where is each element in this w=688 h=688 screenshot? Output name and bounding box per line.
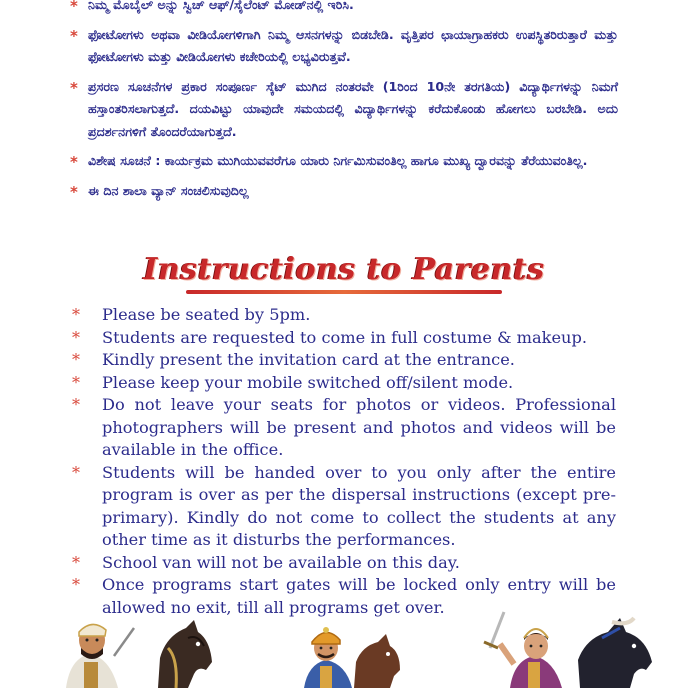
list-item: * Please be seated by 5pm.	[72, 304, 616, 327]
warrior-on-horse-illustration	[48, 618, 218, 688]
list-item: * Please keep your mobile switched off/silent mode.	[72, 372, 616, 395]
bullet-star-icon: *	[72, 372, 80, 392]
list-item: * ವಿಶೇಷ ಸೂಚನೆ : ಕಾರ್ಯಕ್ರಮ ಮುಗಿಯುವವರೆಗೂ ಯಾರು ನಿರ್ಗಮಿಸುವಂತಿಲ್ಲ ಹಾಗೂ ಮುಖ್ಯ ದ್ವಾರವನ್ನು ತೆರೆಯುವಂತಿಲ್ಲ.	[70, 150, 618, 173]
bullet-star-icon: *	[72, 350, 80, 369]
bullet-star-icon: *	[70, 26, 78, 45]
bullet-star-icon: *	[72, 327, 80, 347]
english-instructions-list	[72, 304, 616, 619]
list-item: * ನಿಮ್ಮ ಮೊಬೈಲ್ ಅನ್ನು ಸ್ವಿಚ್ ಆಫ್/ಸೈಲೆಂಟ್ ಮೋಡ್‌ನಲ್ಲಿ ಇರಿಸಿ.	[70, 0, 618, 17]
bullet-star-icon: *	[70, 78, 78, 97]
list-item: * Students are requested to come in full costume & makeup.	[72, 327, 616, 350]
list-item: * ಫೋಟೋಗಳು ಅಥವಾ ವೀಡಿಯೋಗಳಿಗಾಗಿ ನಿಮ್ಮ ಆಸನಗಳನ್ನು ಬಿಡಬೇಡಿ. ವೃತ್ತಿಪರ ಛಾಯಾಗ್ರಾಹಕರು ಉಪಸ್ಥಿತರಿರುತ್ತಾರೆ ಮತ್ತು ಫೋಟೋಗಳು ಮತ್ತು ವೀಡಿಯೋಗಳು ಕಚೇರಿಯಲ್ಲಿ ಲಭ್ಯವಿರುತ್ತವೆ.	[70, 26, 618, 64]
bullet-star-icon: *	[72, 552, 80, 572]
bullet-star-icon: *	[72, 462, 80, 482]
kannada-instructions-list	[70, 0, 618, 209]
bullet-star-icon: *	[70, 153, 78, 171]
list-item: * Do not leave your seats for photos or videos. Professional photographers will be present and photos and videos will be available in the office.	[72, 395, 616, 459]
bullet-star-icon: *	[70, 182, 78, 201]
list-item: * Kindly present the invitation card at the entrance.	[72, 349, 616, 372]
section-heading: Instructions to Parents	[143, 252, 545, 287]
warrior-with-horse-illustration	[296, 618, 406, 688]
queen-warrior-on-horse-illustration	[470, 608, 660, 688]
bullet-star-icon: *	[70, 0, 78, 15]
bullet-star-icon: *	[72, 305, 80, 324]
list-item: * Students will be handed over to you only after the entire program is over as per the dispersal instructions (except pre-primary). Kindly do not come to collect the students at any other time as it disturbs the performances.	[72, 462, 616, 549]
list-item: * Once programs start gates will be locked only entry will be allowed no exit, till all programs get over.	[72, 575, 616, 617]
list-item: * ಈ ದಿನ ಶಾಲಾ ವ್ಯಾನ್ ಸಂಚಲಿಸುವುದಿಲ್ಲ	[70, 180, 618, 203]
list-item: * School van will not be available on this day.	[72, 552, 616, 575]
heading-underline	[186, 290, 502, 294]
list-item: * ಪ್ರಸರಣ ಸೂಚನೆಗಳ ಪ್ರಕಾರ ಸಂಪೂರ್ಣ ಸ್ಕೆಟ್ ಮುಗಿದ ನಂತರವೇ (1ರಿಂದ 10ನೇ ತರಗತಿಯ) ವಿದ್ಯಾರ್ಥಿಗಳನ್ನು ನಿಮಗೆ ಹಸ್ತಾಂತರಿಸಲಾಗುತ್ತದೆ. ದಯವಿಟ್ಟು ಯಾವುದೇ ಸಮಯದಲ್ಲಿ ವಿದ್ಯಾರ್ಥಿಗಳನ್ನು ಕರೆದುಕೊಂಡು ಹೋಗಲು ಬರಬೇಡಿ. ಅದು ಪ್ರದರ್ಶನಗಳಿಗೆ ತೊಂದರೆಯಾಗುತ್ತದೆ.	[70, 78, 618, 139]
bullet-star-icon: *	[72, 395, 80, 414]
bullet-star-icon: *	[72, 575, 80, 594]
